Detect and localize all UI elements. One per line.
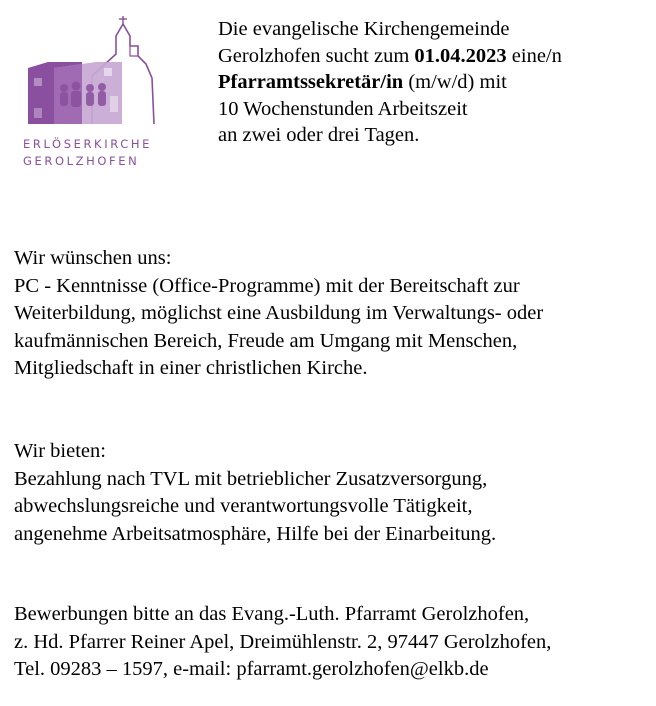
contact-line: Tel. 09283 – 1597, e-mail: pfarramt.gerolzhofen@elkb.de: [14, 658, 489, 680]
requirements-section: [14, 245, 650, 383]
requirements-heading: Wir wünschen uns:: [14, 247, 172, 269]
church-logo: [20, 16, 170, 176]
intro-line-2: [218, 43, 648, 70]
requirements-line: Weiterbildung, möglichst eine Ausbildung im Verwaltungs- oder: [14, 302, 544, 324]
requirements-line: kaufmännischen Bereich, Freude am Umgang mit Menschen,: [14, 329, 518, 352]
start-date: 01.04.2023: [414, 44, 507, 67]
logo-name-line2: GEROLZHOFEN: [23, 154, 140, 168]
intro-line-2-prefix: Gerolzhofen sucht zum: [218, 44, 415, 67]
intro-line-3-suffix: (m/w/d) mit: [403, 71, 507, 93]
intro-line-4: 10 Wochenstunden Arbeitszeit: [218, 97, 468, 120]
offer-line: Bezahlung nach TVL mit betrieblicher Zusatzversorgung,: [14, 467, 488, 490]
offer-heading: Wir bieten:: [14, 440, 106, 462]
application-section: [14, 601, 650, 684]
intro-line-5: an zwei oder drei Tagen.: [218, 124, 420, 146]
church-logo-icon: [20, 16, 170, 134]
application-line: Bewerbungen bitte an das Evang.-Luth. Pfarramt Gerolzhofen,: [14, 603, 530, 625]
requirements-line: Mitgliedschaft in einer christlichen Kirche.: [14, 357, 368, 379]
intro-line-2-suffix: eine/n: [506, 44, 562, 67]
application-line: z. Hd. Pfarrer Reiner Apel, Dreimühlenstr. 2, 97447 Gerolzhofen,: [14, 630, 552, 653]
job-intro: [218, 16, 648, 149]
logo-name-line1: ERLÖSERKIRCHE: [23, 137, 152, 151]
requirements-line: PC - Kenntnisse (Office-Programme) mit der Bereitschaft zur: [14, 274, 520, 297]
offer-section: [14, 438, 650, 548]
intro-line-1: Die evangelische Kirchengemeinde: [218, 18, 510, 40]
offer-line: angenehme Arbeitsatmosphäre, Hilfe bei der Einarbeitung.: [14, 522, 497, 545]
intro-line-3: [218, 69, 648, 96]
job-title: Pfarramtssekretär/in: [218, 71, 404, 93]
offer-line: abwechslungsreiche und verantwortungsvolle Tätigkeit,: [14, 495, 473, 517]
